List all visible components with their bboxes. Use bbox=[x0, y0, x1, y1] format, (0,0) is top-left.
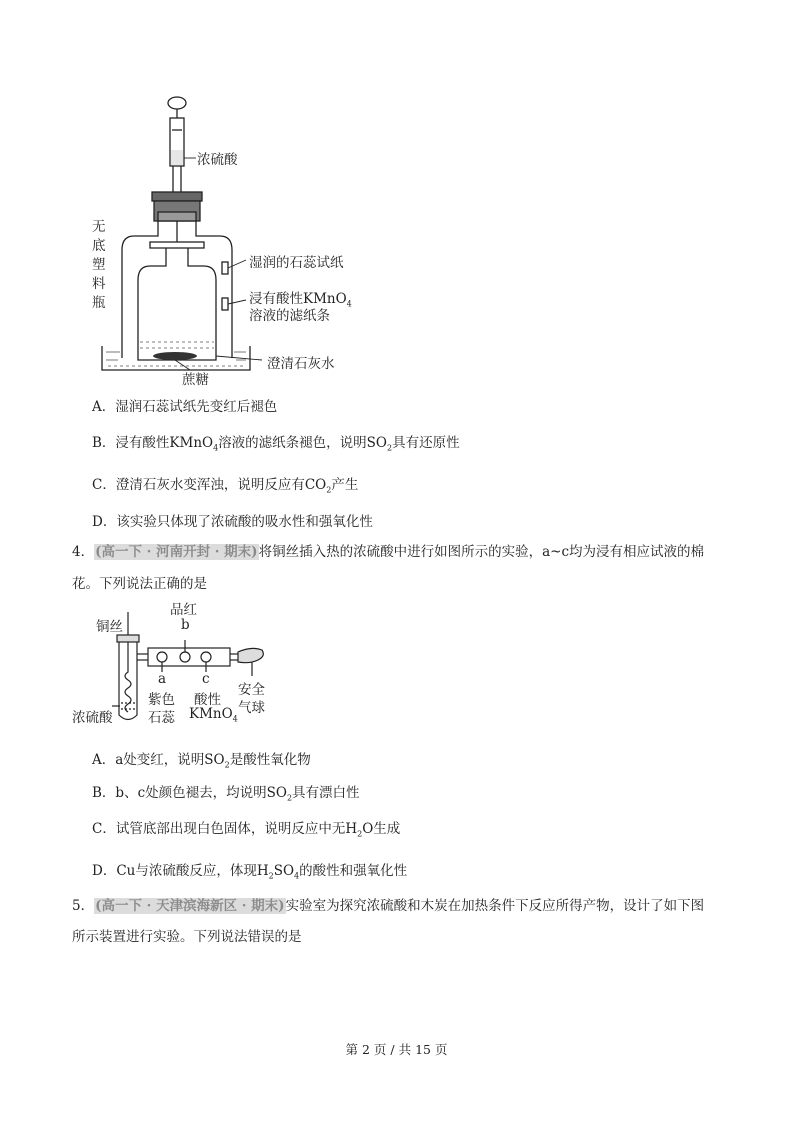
label-b: b bbox=[181, 617, 190, 633]
label-kmno4-paper-2: 溶液的滤纸条 bbox=[249, 308, 330, 324]
label-c: c bbox=[202, 671, 210, 687]
q3-option-a: A．湿润石蕊试纸先变红后褪色 bbox=[92, 399, 278, 415]
q5-stem-2: 所示装置进行实验。下列说法错误的是 bbox=[72, 929, 302, 945]
q3-option-c: C．澄清石灰水变浑浊，说明反应有$CO_2$产生 bbox=[92, 477, 359, 495]
q5-stem-1: 5．(高一下 · 天津滨海新区 · 期末)实验室为探究浓硫酸和木炭在加热条件下反应所得产物，设计了如下图 bbox=[72, 898, 705, 914]
q3-option-d: D．该实验只体现了浓硫酸的吸水性和强氧化性 bbox=[92, 514, 373, 530]
label-pinhong: 品红 bbox=[170, 602, 197, 618]
q4-stem-1: 4．(高一下 · 河南开封 · 期末)将铜丝插入热的浓硫酸中进行如图所示的实验，a~c均为浸有相应试液的棉 bbox=[72, 544, 704, 560]
label-balloon: 气球 bbox=[238, 700, 265, 716]
label-acidic: 酸性 bbox=[194, 692, 221, 708]
label-kmno4-paper: 浸有酸性KMnO$_4$ bbox=[249, 291, 352, 309]
label-conc-acid: 浓硫酸 bbox=[197, 152, 238, 168]
q4-source-badge: (高一下 · 河南开封 · 期末) bbox=[95, 544, 258, 560]
label-purple: 紫色 bbox=[148, 692, 175, 708]
label-kmno4: KMnO$_4$ bbox=[189, 706, 238, 724]
q5-source-badge: (高一下 · 天津滨海新区 · 期末) bbox=[95, 898, 285, 914]
q4-option-c: C．试管底部出现白色固体，说明反应中无$H_2O$生成 bbox=[92, 821, 401, 839]
q4-option-d: D．Cu与浓硫酸反应，体现$H_2SO_4$的酸性和强氧化性 bbox=[92, 863, 408, 881]
label-copper-wire: 铜丝 bbox=[96, 619, 123, 635]
label-litmus: 湿润的石蕊试纸 bbox=[249, 255, 344, 271]
q4-stem-2: 花。下列说法正确的是 bbox=[72, 576, 207, 592]
page-footer: 第 2 页 / 共 15 页 bbox=[345, 1042, 448, 1057]
label-safety: 安全 bbox=[238, 682, 265, 698]
q4-option-a: A．a处变红，说明$SO_2$是酸性氧化物 bbox=[92, 752, 311, 770]
label-limewater: 澄清石灰水 bbox=[267, 356, 335, 372]
label-conc-acid-2: 浓硫酸 bbox=[72, 710, 113, 726]
label-litmus-2: 石蕊 bbox=[148, 710, 175, 726]
label-a: a bbox=[158, 671, 167, 687]
sugar-dehydration-apparatus bbox=[0, 0, 793, 400]
q4-option-b: B．b、c处颜色褪去，均说明$SO_2$具有漂白性 bbox=[92, 785, 360, 803]
q3-option-b: B．浸有酸性KMnO$_4$溶液的滤纸条褪色，说明$SO_2$具有还原性 bbox=[92, 435, 460, 453]
label-bottle: 无 底 塑 料 瓶 bbox=[92, 219, 106, 311]
label-sugar: 蔗糖 bbox=[182, 372, 209, 388]
